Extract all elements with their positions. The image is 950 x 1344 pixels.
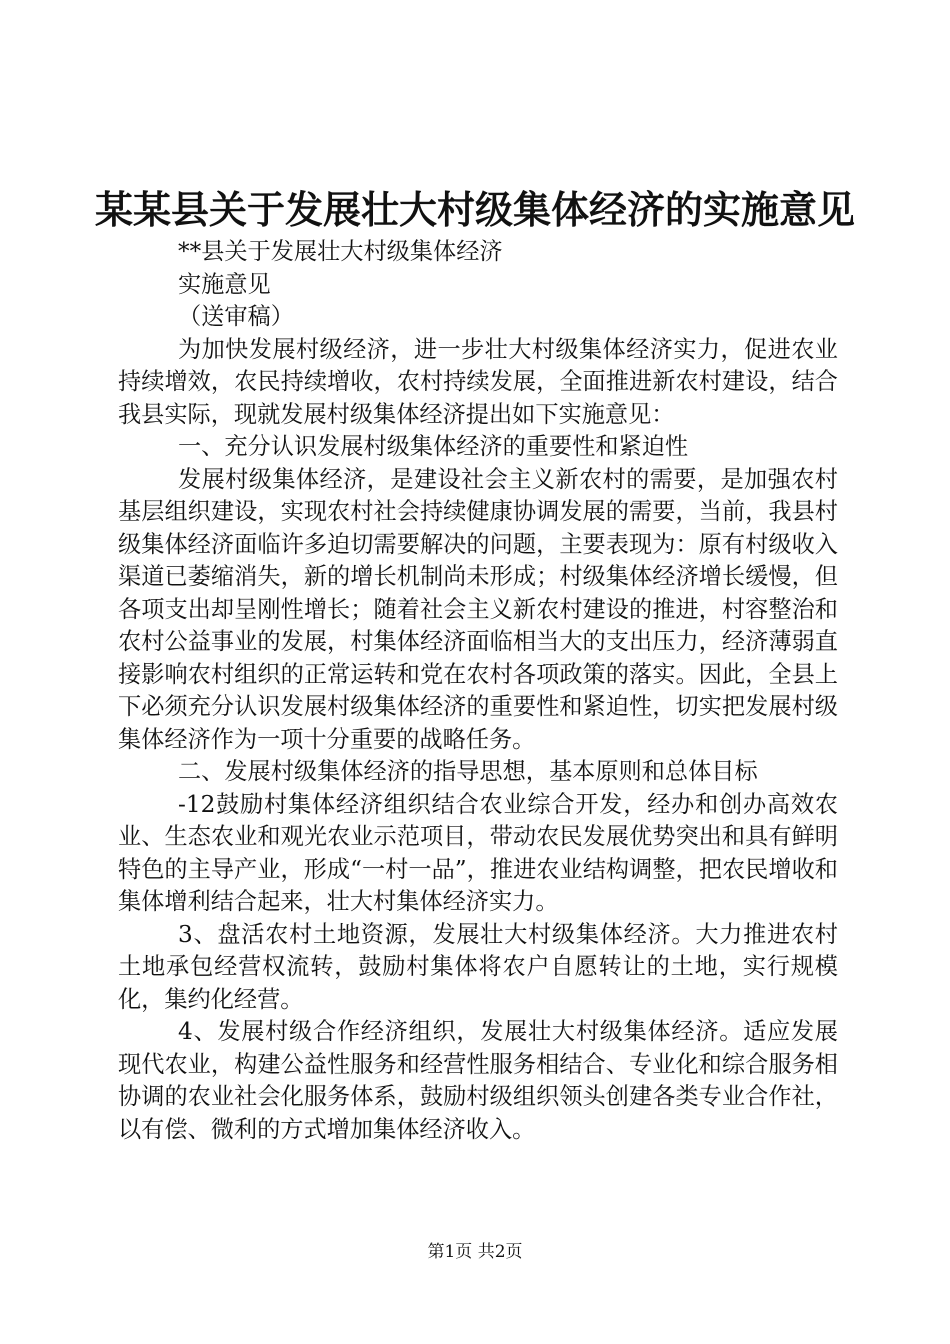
- page-footer: 第1页 共2页: [427, 1242, 523, 1262]
- subtitle-line-3: （送审稿）: [178, 303, 294, 330]
- subtitle-line-1: **县关于发展壮大村级集体经济: [178, 238, 503, 265]
- document-title: 某某县关于发展壮大村级集体经济的实施意见: [94, 187, 855, 232]
- paragraph-section-1: 发展村级集体经济，是建设社会主义新农村的需要，是加强农村基层组织建设，实现农村社会持续健康协调发展的需要，当前，我县村级集体经济面临许多迫切需要解决的问题，主要表现为：原有村级收入渠道已萎缩消失，新的增长机制尚未形成；村级集体经济增长缓慢，但各项支出却呈刚性增长；随着社会主义新农村建设的推进，村容整治和农村公益事业的发展，村集体经济面临相当大的支出压力，经济薄弱直接影响农村组织的正常运转和党在农村各项政策的落实。因此，全县上下必须充分认识发展村级集体经济的重要性和紧迫性，切实把发展村级集体经济作为一项十分重要的战略任务。: [118, 465, 838, 753]
- paragraph-intro: 为加快发展村级经济，进一步壮大村级集体经济实力，促进农业持续增效，农民持续增收，农村持续发展，全面推进新农村建设，结合我县实际，现就发展村级集体经济提出如下实施意见：: [118, 335, 838, 428]
- section-heading-2: 二、发展村级集体经济的指导思想，基本原则和总体目标: [178, 758, 758, 785]
- paragraph-item-2: -12鼓励村集体经济组织结合农业综合开发，经办和创办高效农业、生态农业和观光农业示范项目，带动农民发展优势突出和具有鲜明特色的主导产业，形成“一村一品”，推进农业结构调整，把农民增收和集体增利结合起来，壮大村集体经济实力。: [118, 790, 838, 915]
- section-heading-1: 一、充分认识发展村级集体经济的重要性和紧迫性: [178, 433, 689, 460]
- paragraph-item-4: 4、发展村级合作经济组织，发展壮大村级集体经济。适应发展现代农业，构建公益性服务和经营性服务相结合、专业化和综合服务相协调的农业社会化服务体系，鼓励村级组织领头创建各类专业合作社，以有偿、微利的方式增加集体经济收入。: [118, 1018, 838, 1143]
- paragraph-item-3: 3、盘活农村土地资源，发展壮大村级集体经济。大力推进农村土地承包经营权流转，鼓励村集体将农户自愿转让的土地，实行规模化，集约化经营。: [118, 920, 838, 1013]
- document-body: [118, 236, 838, 1146]
- subtitle-line-2: 实施意见: [178, 270, 271, 298]
